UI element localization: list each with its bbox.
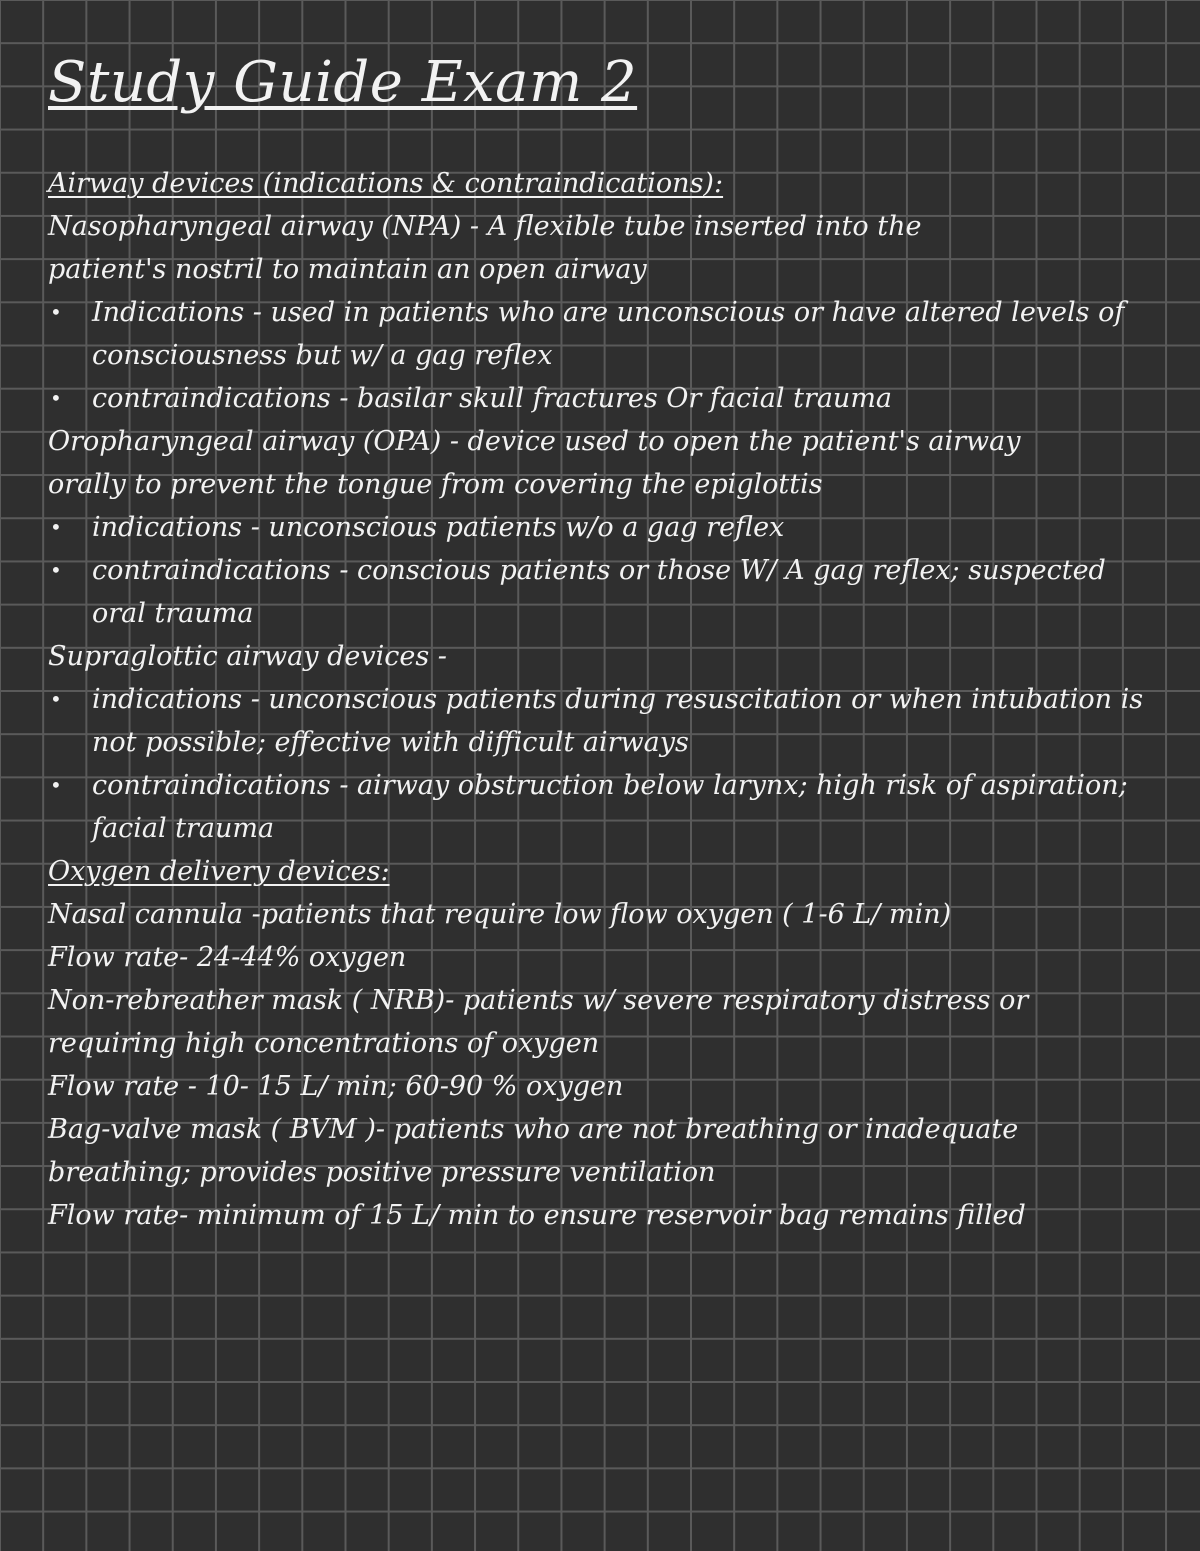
nasal-cannula-flow-rate: Flow rate- 24-44% oxygen [48,942,407,973]
list-item [48,549,1168,635]
opa-description-line-1: Oropharyngeal airway (OPA) - device used to open the patient's airway [48,426,1021,457]
bullet-icon: • [50,515,62,539]
bvm-flow-rate: Flow rate- minimum of 15 L/ min to ensure reservoir bag remains filled [48,1200,1026,1231]
list-item [48,377,1168,420]
bullet-icon: • [50,687,62,711]
npa-indications: Indications - used in patients who are unconscious or have altered levels of consciousness but w/ a gag reflex [92,297,1125,371]
study-guide-page [48,52,1168,1237]
npa-description-line-1: Nasopharyngeal airway (NPA) - A flexible tube inserted into the [48,211,922,242]
opa-description-line-2: orally to prevent the tongue from covering the epiglottis [48,469,823,500]
nrb-line-1: Non-rebreather mask ( NRB)- patients w/ severe respiratory distress or [48,985,1029,1016]
list-item [48,678,1168,764]
nrb-line-2: requiring high concentrations of oxygen [48,1028,600,1059]
airway-devices-heading: Airway devices (indications & contraindications): [48,168,724,199]
bullet-icon: • [50,300,62,324]
npa-contraindications: contraindications - basilar skull fractures Or facial trauma [92,383,893,414]
bullet-icon: • [50,386,62,410]
nasal-cannula-line: Nasal cannula -patients that require low flow oxygen ( 1-6 L/ min) [48,899,952,930]
nrb-flow-rate: Flow rate - 10- 15 L/ min; 60-90 % oxygen [48,1071,624,1102]
list-item [48,291,1168,377]
opa-indications: indications - unconscious patients w/o a gag reflex [92,512,785,543]
list-item [48,764,1168,850]
bullet-icon: • [50,558,62,582]
bvm-line-1: Bag-valve mask ( BVM )- patients who are not breathing or inadequate [48,1114,1019,1145]
opa-contraindications: contraindications - conscious patients or those W/ A gag reflex; suspected oral trauma [92,555,1106,629]
supraglottic-indications: indications - unconscious patients during resuscitation or when intubation is not possible; effective with difficult airways [92,684,1144,758]
page-title: Study Guide Exam 2 [48,50,638,115]
bvm-line-2: breathing; provides positive pressure ventilation [48,1157,716,1188]
npa-description-line-2: patient's nostril to maintain an open airway [48,254,647,285]
supraglottic-contraindications: contraindications - airway obstruction below larynx; high risk of aspiration; facial trauma [92,770,1128,844]
bullet-icon: • [50,773,62,797]
list-item [48,506,1168,549]
oxygen-devices-heading: Oxygen delivery devices: [48,856,390,887]
supraglottic-heading: Supraglottic airway devices - [48,641,447,672]
